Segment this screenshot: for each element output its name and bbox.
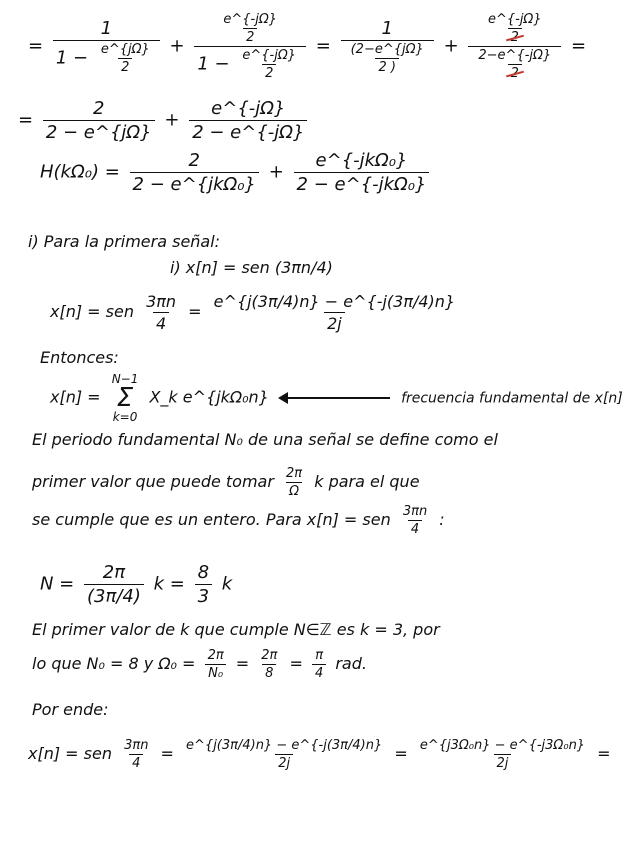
annotation-note: frecuencia fundamental de x[n]: [401, 390, 623, 407]
fraction-2: $\frac{e\^{}\{-j\Omega\}}{2}$ 1 − $\frac{e\^{}\{-j\Omega\}}{2}$: [194, 12, 306, 81]
period-equation: N = $\frac{2\pi}{(3\pi/4)}$ k = $\frac{8}{3}$ k: [40, 562, 233, 607]
plus-sign: +: [169, 35, 185, 57]
por-ende-label: Por ende:: [32, 700, 109, 719]
paragraph-line-3: se cumple que es un entero. Para x[n] = sen $\frac{3\pi n}{4}$ :: [32, 504, 445, 537]
signal-euler-row: x[n] = sen $\frac{3\pi n}{4}$ = $\frac{e\^{}\{j(3\pi/4)n\} - e\^{}\{-j(3\pi/4)n\}}{2j}$: [50, 292, 456, 333]
summation-symbol: N−1 Σ k=0: [111, 372, 139, 424]
fraction-1: 1 1 − $\frac{e\^{}\{j\Omega\}}{2}$: [53, 18, 160, 75]
fraction-3: $\frac{1}{\frac{(2-e\^{}\{j\Omega\}}{2 )}}$: [341, 18, 434, 75]
left-arrow-icon: [280, 397, 390, 399]
derivation-row-2: = $\frac{2}{2 - e\^{}\{j\Omega\}}$ + $\frac{e\^{}\{-j\Omega\}}{2 - e\^{}\{-j\Omega\}}$: [18, 98, 311, 143]
entonces-label: Entonces:: [40, 348, 119, 367]
cancelled-two: 2: [508, 28, 522, 45]
final-equation: x[n] = sen $\frac{3\pi n}{4}$ = $\frac{e\^{}\{j(3\pi/4)n\} - e\^{}\{-j(3\pi/4)n\}}{2j}$ = $\frac{\text{e\textasciicircum{}\{j3Ω₀n\} − e\textasciicircum{}\{-j3Ω₀n\}}}{2j}$ =: [28, 738, 611, 771]
result-line-1: El primer valor de k que cumple N∈ℤ es k = 3, por: [32, 620, 440, 639]
derivation-row-1: [28, 12, 586, 81]
fraction-4-with-cancellation: $\frac{\frac{e\^{}\{-j\Omega\}}{2}}{\frac{2-e\^{}\{-j\Omega\}}{2}}$: [468, 12, 561, 81]
equals-sign: =: [315, 35, 331, 57]
cancelled-two: 2: [508, 64, 522, 81]
result-line-2: lo que N₀ = 8 y Ω₀ = $\frac{2\pi}{\text{N₀}}$ = $\frac{2\pi}{8}$ = $\frac{\pi}{4}$ rad.: [32, 648, 367, 681]
paragraph-line-2: primer valor que puede tomar $\frac{2\pi}{\Omega}$ k para el que: [32, 466, 420, 499]
equals-sign: =: [28, 35, 44, 57]
equals-sign: =: [570, 35, 587, 57]
transfer-function-row: H(kΩ₀) = $\frac{2}{\text{2 − e\textasciicircum{}\{jkΩ₀\}}}$ + $\frac{\text{e\textasciicircum{}\{-jkΩ₀\}}}{\text{2 − e\textasciicircum{}\{-jkΩ₀\}}}$: [40, 150, 433, 195]
section-heading: i) Para la primera señal:: [28, 232, 221, 251]
section-subheading: i) x[n] = sen (3πn/4): [170, 258, 333, 277]
plus-sign: +: [443, 35, 459, 57]
paragraph-line-1: El periodo fundamental N₀ de una señal se define como el: [32, 430, 498, 449]
fourier-series-row: x[n] = N−1 Σ k=0 X_k e^{jkΩ₀n} frecuencia fundamental de x[n]: [50, 372, 623, 424]
